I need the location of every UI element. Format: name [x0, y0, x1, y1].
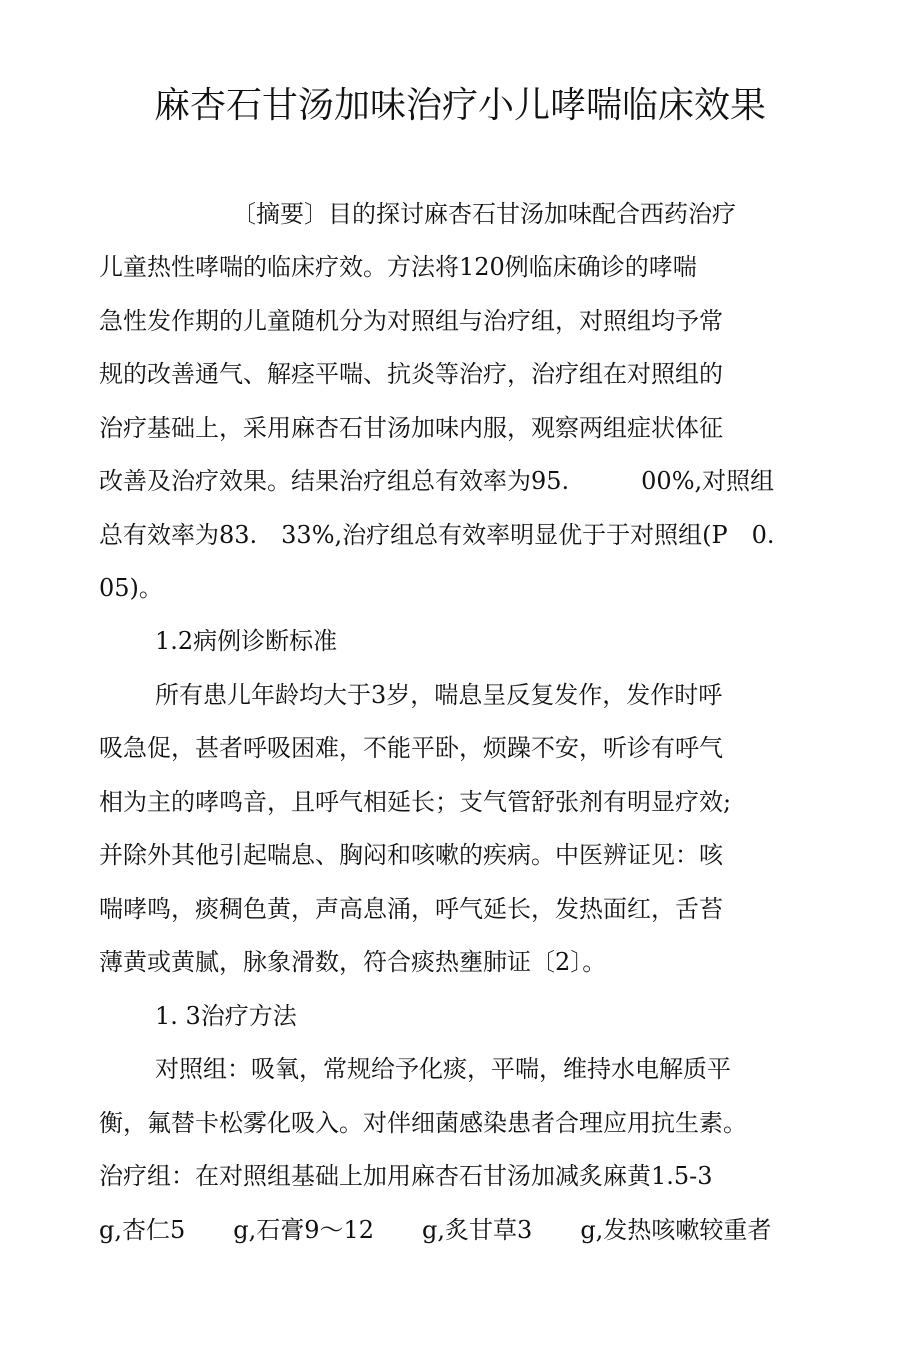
- diagnosis-line-1: 所有患儿年龄均大于3岁，喘息呈反复发作，发作时呼: [155, 681, 723, 709]
- treatment-line-1: 对照组：吸氧，常规给予化痰，平喘，维持水电解质平: [155, 1055, 731, 1083]
- section-heading-1-2: 1.2病例诊断标准: [155, 627, 338, 655]
- abstract-line-5: 治疗基础上，采用麻杏石甘汤加味内服，观察两组症状体征: [99, 414, 723, 442]
- diagnosis-line-5: 喘哮鸣，痰稠色黄，声高息涌，呼气延长，发热面红，舌苔: [99, 895, 723, 923]
- abstract-line-4: 规的改善通气、解痉平喘、抗炎等治疗，治疗组在对照组的: [99, 360, 723, 388]
- abstract-line-6: 改善及治疗效果。结果治疗组总有效率为95. 00%,对照组: [99, 467, 775, 495]
- treatment-line-4: g,杏仁5 g,石膏9～12 g,炙甘草3 g,发热咳嗽较重者: [99, 1216, 772, 1244]
- treatment-line-3: 治疗组：在对照组基础上加用麻杏石甘汤加减炙麻黄1.5-3: [99, 1162, 713, 1190]
- abstract-line-2: 儿童热性哮喘的临床疗效。方法将120例临床确诊的哮喘: [99, 253, 697, 281]
- diagnosis-line-2: 吸急促，甚者呼吸困难，不能平卧，烦躁不安，听诊有呼气: [99, 734, 723, 762]
- abstract-line-3: 急性发作期的儿童随机分为对照组与治疗组，对照组均予常: [99, 307, 723, 335]
- diagnosis-line-4: 并除外其他引起喘息、胸闷和咳嗽的疾病。中医辨证见：咳: [99, 841, 723, 869]
- diagnosis-line-6: 薄黄或黄腻，脉象滑数，符合痰热壅肺证〔2〕。: [99, 948, 607, 976]
- abstract-line-1: 〔摘要〕目的探讨麻杏石甘汤加味配合西药治疗: [232, 200, 736, 228]
- abstract-line-8: 05)。: [99, 574, 163, 602]
- abstract-line-7: 总有效率为83. 33%,治疗组总有效率明显优于于对照组(P 0.: [99, 521, 775, 549]
- treatment-line-2: 衡，氟替卡松雾化吸入。对伴细菌感染患者合理应用抗生素。: [99, 1109, 747, 1137]
- diagnosis-line-3: 相为主的哮鸣音，且呼气相延长；支气管舒张剂有明显疗效;: [99, 788, 732, 816]
- section-heading-1-3: 1. 3治疗方法: [155, 1002, 297, 1030]
- document-title: 麻杏石甘汤加味治疗小儿哮喘临床效果: [153, 85, 766, 126]
